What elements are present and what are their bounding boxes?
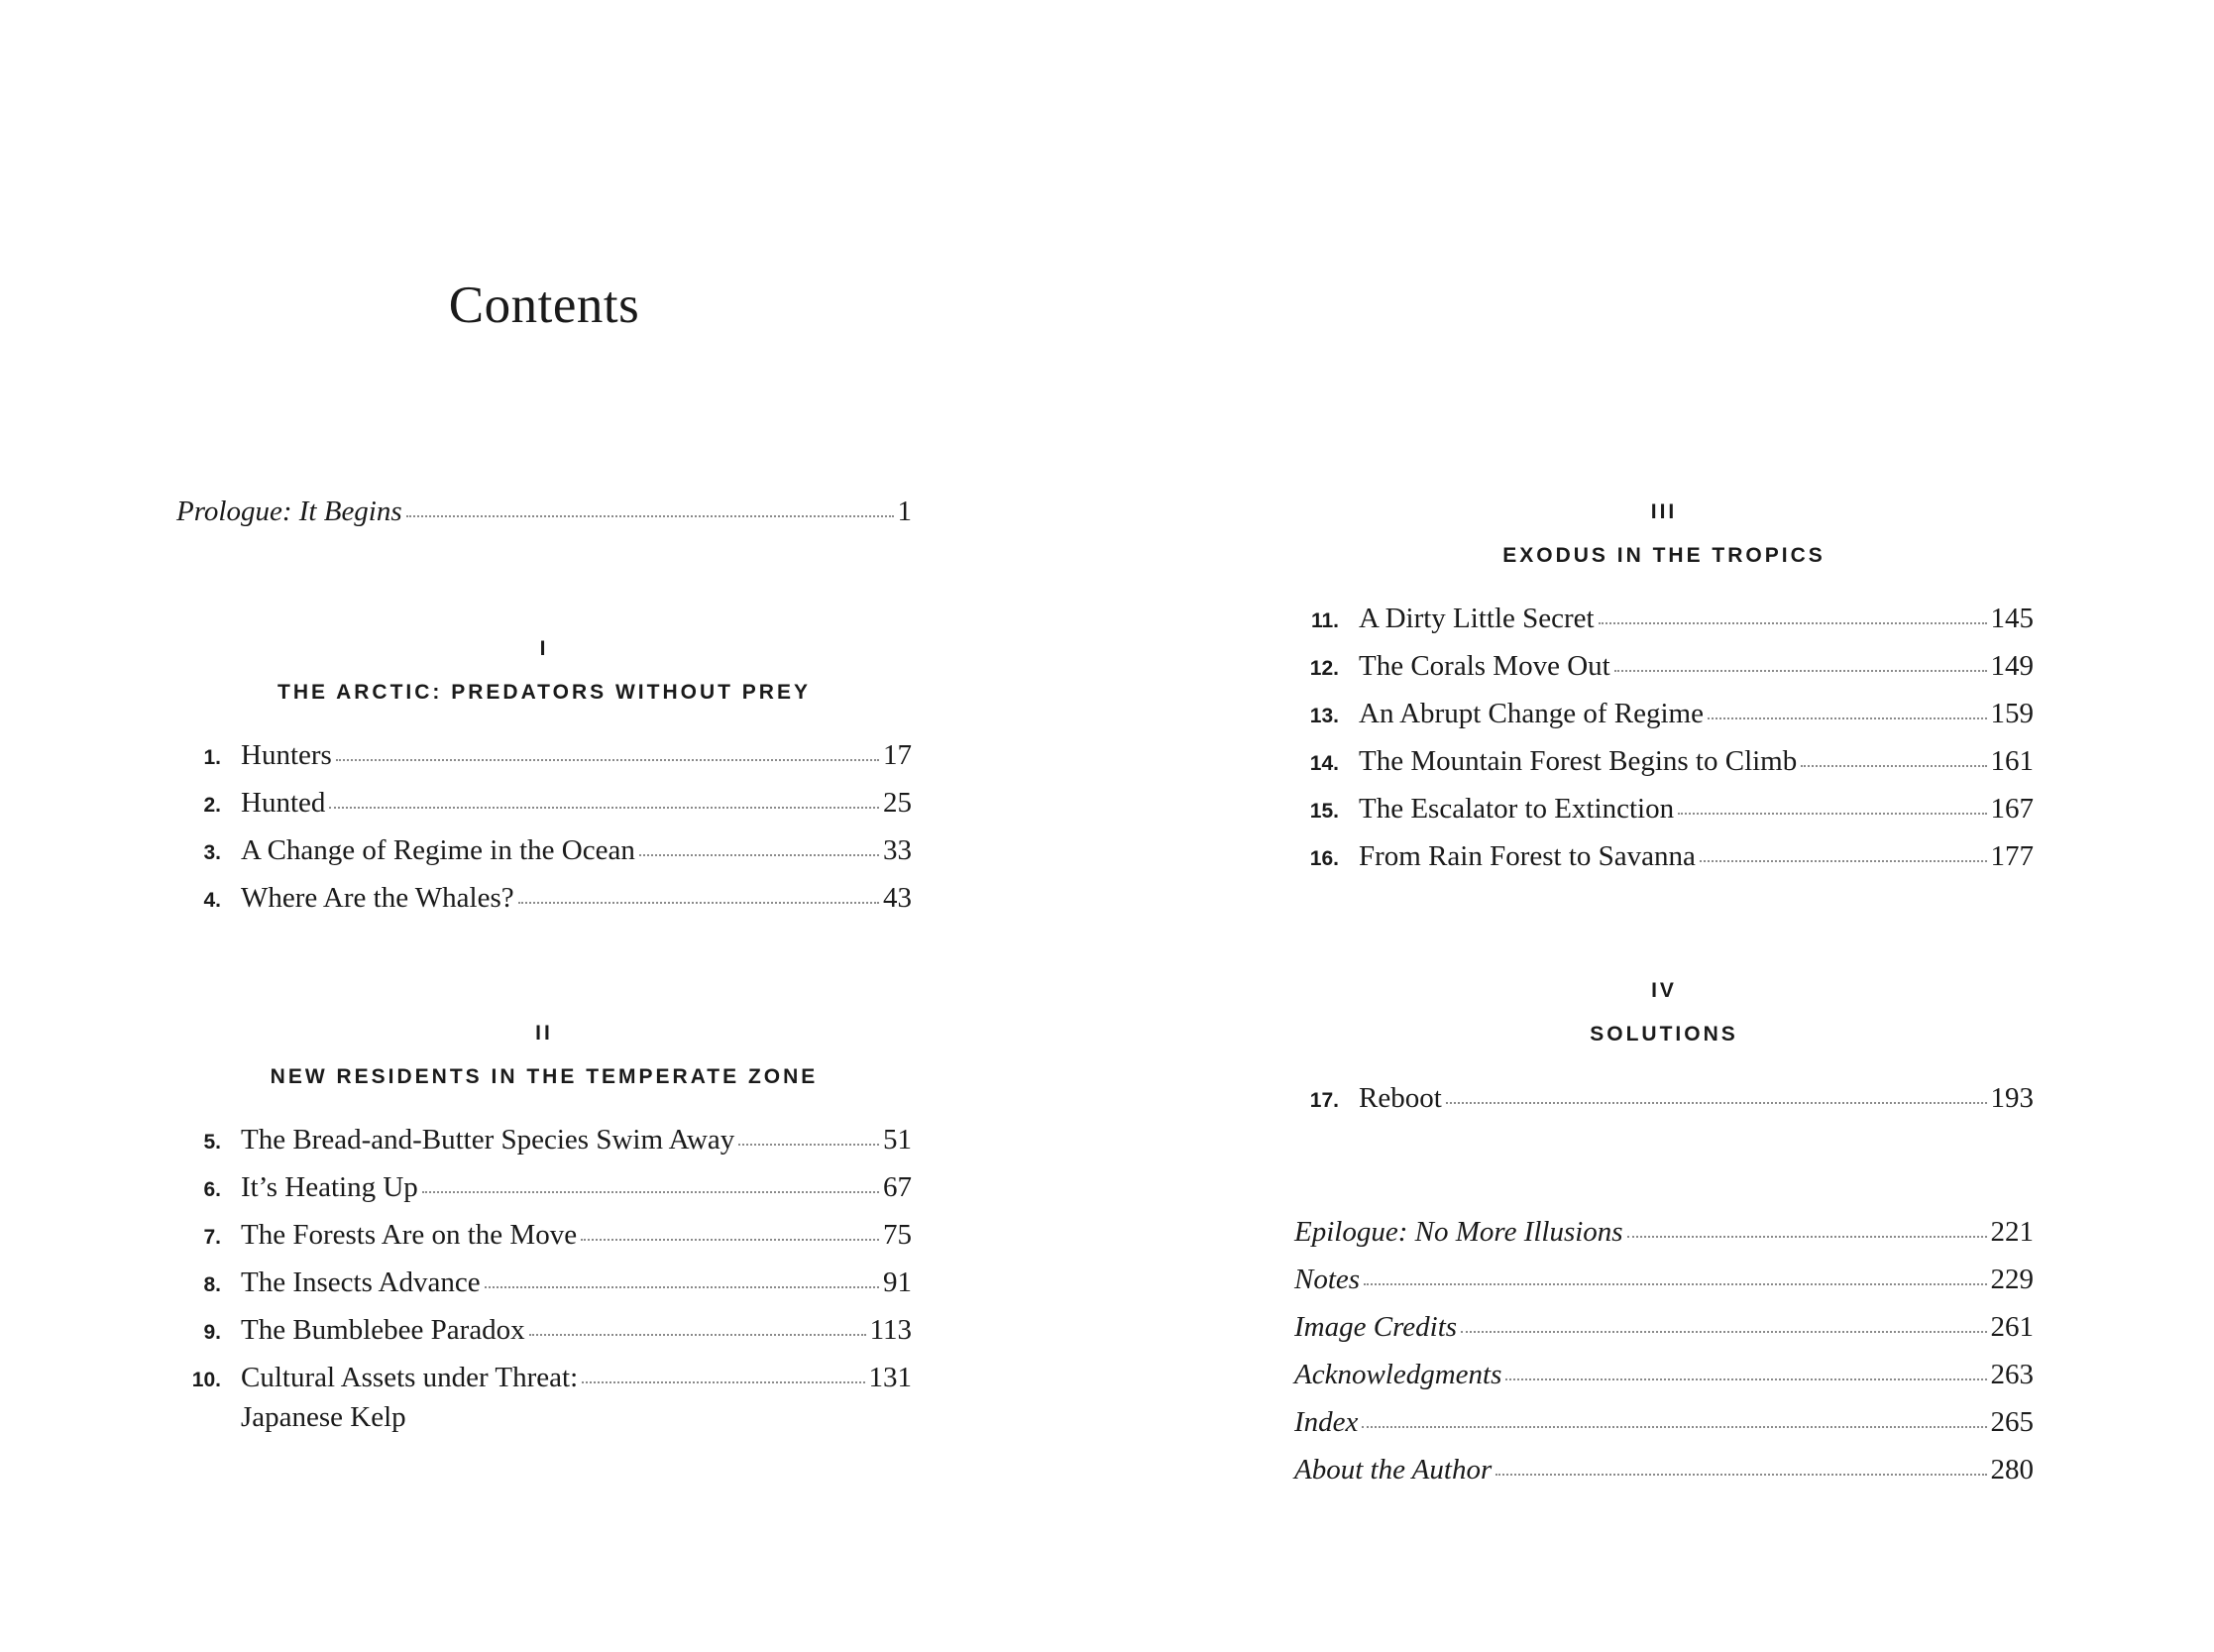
dot-leader: [1614, 670, 1987, 672]
dot-leader: [1505, 1378, 1986, 1380]
chapter-page: 43: [883, 882, 912, 914]
entry-page: 265: [1990, 1406, 2034, 1438]
toc-entry-about-author[interactable]: [1294, 1456, 2034, 1485]
dot-leader: [1364, 1283, 1986, 1285]
toc-entry-index[interactable]: [1294, 1408, 2034, 1437]
toc-entry-chapter[interactable]: [1294, 795, 2034, 824]
entry-label: Acknowledgments: [1294, 1359, 1502, 1390]
chapter-page: 91: [883, 1267, 912, 1298]
entry-label: About the Author: [1294, 1454, 1493, 1486]
chapter-number: 16.: [1309, 847, 1339, 870]
chapter-page: 159: [1990, 698, 2034, 729]
dot-leader: [639, 854, 879, 856]
toc-entry-chapter[interactable]: [1294, 700, 2034, 728]
toc-entry-chapter[interactable]: [176, 789, 912, 818]
entry-page: 280: [1990, 1454, 2034, 1486]
chapter-title: A Dirty Little Secret: [1359, 603, 1595, 634]
part-numeral: II: [535, 1022, 553, 1045]
toc-entry-chapter[interactable]: [1294, 605, 2034, 633]
part-numeral: I: [539, 637, 549, 660]
toc-entry-chapter[interactable]: [176, 836, 912, 865]
chapter-page: 17: [883, 739, 912, 771]
chapter-page: 145: [1990, 603, 2034, 634]
chapter-title: It’s Heating Up: [241, 1171, 418, 1203]
chapter-title: Where Are the Whales?: [241, 882, 514, 914]
chapter-title: The Insects Advance: [241, 1267, 481, 1298]
toc-entry-chapter[interactable]: [176, 1364, 912, 1392]
chapter-title: The Corals Move Out: [1359, 650, 1610, 682]
toc-entry-chapter[interactable]: [176, 741, 912, 770]
toc-entry-chapter[interactable]: [176, 1126, 912, 1155]
chapter-page: 67: [883, 1171, 912, 1203]
part-title: SOLUTIONS: [1590, 1023, 1738, 1046]
dot-leader: [485, 1286, 879, 1288]
entry-label: Prologue: It Begins: [176, 496, 402, 527]
toc-entry-notes[interactable]: [1294, 1266, 2034, 1294]
chapter-page: 113: [869, 1314, 912, 1346]
chapter-page: 193: [1990, 1082, 2034, 1114]
entry-label: Epilogue: No More Illusions: [1294, 1216, 1623, 1248]
chapter-number: 7.: [203, 1226, 221, 1249]
chapter-number: 12.: [1309, 657, 1339, 680]
dot-leader: [582, 1381, 864, 1383]
toc-entry-chapter[interactable]: [176, 884, 912, 913]
left-page: [176, 0, 912, 1652]
chapter-number: 9.: [203, 1321, 221, 1344]
chapter-title: The Forests Are on the Move: [241, 1219, 578, 1251]
chapter-title: Hunted: [241, 787, 326, 819]
toc-entry-chapter[interactable]: [1294, 842, 2034, 871]
entry-page: 261: [1990, 1311, 2034, 1343]
chapter-page: 131: [868, 1362, 912, 1393]
part-numeral: III: [1650, 500, 1678, 523]
toc-entry-chapter[interactable]: [1294, 1084, 2034, 1113]
dot-leader: [1801, 765, 1986, 767]
chapter-page: 51: [883, 1124, 912, 1156]
chapter-title-continuation: Japanese Kelp: [241, 1401, 406, 1433]
dot-leader: [529, 1334, 866, 1336]
chapter-number: 3.: [203, 841, 221, 864]
toc-entry-chapter[interactable]: [1294, 652, 2034, 681]
chapter-title: An Abrupt Change of Regime: [1359, 698, 1704, 729]
chapter-number: 1.: [203, 746, 221, 769]
chapter-title: From Rain Forest to Savanna: [1359, 840, 1696, 872]
toc-entry-image-credits[interactable]: [1294, 1313, 2034, 1342]
toc-entry-acknowledgments[interactable]: [1294, 1361, 2034, 1389]
entry-label: Notes: [1294, 1264, 1361, 1295]
toc-entry-chapter[interactable]: [176, 1221, 912, 1250]
toc-entry-chapter[interactable]: [176, 1173, 912, 1202]
dot-leader: [1678, 813, 1986, 815]
dot-leader: [581, 1239, 879, 1241]
chapter-page: 25: [883, 787, 912, 819]
chapter-title: Cultural Assets under Threat:: [241, 1362, 579, 1393]
dot-leader: [329, 807, 879, 809]
dot-leader: [1461, 1331, 1986, 1333]
chapter-title: Hunters: [241, 739, 332, 771]
chapter-title: The Bread-and-Butter Species Swim Away: [241, 1124, 735, 1156]
dot-leader: [406, 515, 894, 517]
chapter-number: 14.: [1309, 752, 1339, 775]
dot-leader: [1446, 1102, 1987, 1104]
chapter-number: 2.: [203, 794, 221, 817]
toc-entry-epilogue[interactable]: [1294, 1218, 2034, 1247]
chapter-number: 17.: [1309, 1089, 1339, 1112]
page-title: Contents: [448, 276, 640, 334]
part-numeral: IV: [1651, 979, 1677, 1002]
chapter-title: The Bumblebee Paradox: [241, 1314, 525, 1346]
chapter-number: 11.: [1310, 609, 1339, 632]
chapter-number: 15.: [1309, 800, 1339, 823]
chapter-number: 6.: [203, 1178, 221, 1201]
dot-leader: [1599, 622, 1987, 624]
entry-label: Index: [1294, 1406, 1359, 1438]
entry-page: 229: [1990, 1264, 2034, 1295]
part-title: NEW RESIDENTS IN THE TEMPERATE ZONE: [270, 1065, 819, 1088]
chapter-page: 33: [883, 834, 912, 866]
entry-page: 221: [1990, 1216, 2034, 1248]
dot-leader: [1362, 1426, 1986, 1428]
chapter-number: 13.: [1309, 705, 1339, 727]
chapter-number: 4.: [203, 889, 221, 912]
entry-page: 1: [897, 496, 912, 527]
chapter-title: Reboot: [1359, 1082, 1442, 1114]
dot-leader: [738, 1144, 879, 1146]
chapter-page: 75: [883, 1219, 912, 1251]
chapter-page: 149: [1990, 650, 2034, 682]
dot-leader: [1495, 1474, 1986, 1476]
dot-leader: [518, 902, 879, 904]
entry-page: 263: [1990, 1359, 2034, 1390]
toc-entry-chapter[interactable]: [176, 1316, 912, 1345]
chapter-number: 10.: [191, 1369, 221, 1391]
entry-label: Image Credits: [1294, 1311, 1458, 1343]
toc-entry-chapter[interactable]: [176, 1268, 912, 1297]
part-title: THE ARCTIC: PREDATORS WITHOUT PREY: [277, 681, 811, 704]
chapter-number: 5.: [203, 1131, 221, 1154]
dot-leader: [1627, 1236, 1987, 1238]
chapter-title: A Change of Regime in the Ocean: [241, 834, 635, 866]
chapter-page: 167: [1990, 793, 2034, 825]
toc-entry-prologue[interactable]: [176, 497, 912, 526]
toc-entry-chapter[interactable]: [1294, 747, 2034, 776]
right-page: [1294, 0, 2034, 1652]
chapter-page: 177: [1990, 840, 2034, 872]
dot-leader: [1708, 717, 1987, 719]
chapter-title: The Escalator to Extinction: [1359, 793, 1675, 825]
dot-leader: [336, 759, 879, 761]
chapter-number: 8.: [203, 1273, 221, 1296]
dot-leader: [422, 1191, 879, 1193]
part-title: EXODUS IN THE TROPICS: [1502, 544, 1826, 567]
chapter-page: 161: [1990, 745, 2034, 777]
chapter-title: The Mountain Forest Begins to Climb: [1359, 745, 1798, 777]
dot-leader: [1700, 860, 1987, 862]
